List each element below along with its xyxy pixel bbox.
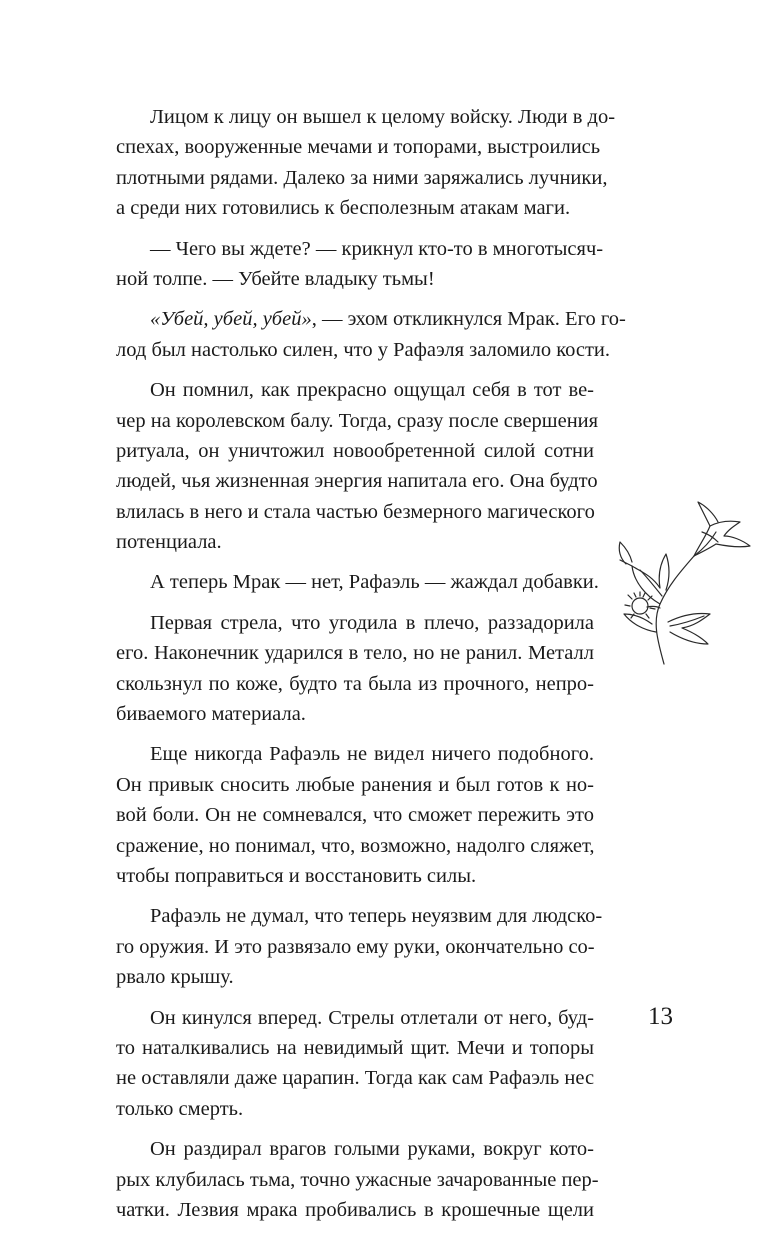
text-line [116,304,626,334]
text-line: плотными рядами. Далеко за ними заряжались лучники, [116,166,608,189]
paragraph [116,304,626,365]
text-line: Рафаэль не думал, что теперь неуязвим для людско- [150,905,603,928]
text-line: рвало крышу. [116,966,234,989]
text-fragment: , — эхом откликнулся Мрак. Его го- [311,308,626,331]
paragraph [116,1003,594,1125]
text-line: Он раздирал врагов голыми руками, вокруг кото- [150,1138,594,1161]
text-line: чер на королевском балу. Тогда, сразу после свершения [116,409,599,432]
italic-quote: «Убей, убей, убей» [150,308,312,331]
paragraph [116,901,603,992]
text-line: не оставляли даже царапин. Тогда как сам Рафаэль нес [116,1067,595,1090]
text-line: биваемого материала. [116,703,306,726]
paragraph [116,102,616,224]
text-line: потенциала. [116,531,222,554]
text-line: чтобы поправиться и восстановить силы. [116,864,477,887]
text-line: его. Наконечник ударился в тело, но не ранил. Металл [116,642,594,665]
text-line: влилась в него и стала частью безмерного магического [116,500,595,523]
text-line: Он привык сносить любые ранения и был готов к но- [116,773,594,796]
text-line: Первая стрела, что угодила в плечо, раззадорила [150,611,594,634]
text-line: лод был настолько силен, что у Рафаэля заломило кости. [116,338,611,361]
text-line: А теперь Мрак — нет, Рафаэль — жаждал добавки. [150,571,599,594]
text-line: только смерть. [116,1097,244,1120]
paragraph [116,234,604,295]
text-line: то наталкивались на невидимый щит. Мечи и топоры [116,1036,594,1059]
body-text [116,102,626,1225]
text-line: — Чего вы ждете? — крикнул кто-то в многотысяч- [150,237,604,260]
page-number: 13 [648,1003,673,1030]
text-line: Лицом к лицу он вышел к целому войску. Люди в до- [150,106,616,128]
text-line: Еще никогда Рафаэль не видел ничего подобного. [150,743,594,766]
text-line: чатки. Лезвия мрака пробивались в крошечные щели [116,1198,594,1221]
text-line: Он кинулся вперед. Стрелы отлетали от него, буд- [150,1006,594,1029]
paragraph [116,1134,599,1225]
text-line: ритуала, он уничтожил новообретенной силой сотни [116,439,594,462]
paragraph [116,608,594,730]
text-line: рых клубилась тьма, точно ужасные зачарованные пер- [116,1168,599,1191]
text-line: людей, чья жизненная энергия напитала его. Она будто [116,470,598,493]
paragraph [116,739,594,891]
text-line: сражение, но понимал, что, возможно, надолго сляжет, [116,834,595,857]
text-line: Он помнил, как прекрасно ощущал себя в тот ве- [150,379,594,402]
text-line: ной толпе. — Убейте владыку тьмы! [116,267,435,290]
paragraph [116,375,599,557]
text-line: спехах, вооруженные мечами и топорами, выстроились [116,136,601,159]
text-line: го оружия. И это развязало ему руки, окончательно со- [116,935,595,958]
text-line: а среди них готовились к бесполезным атакам маги. [116,197,571,220]
text-line: скользнул по коже, будто та была из прочного, непро- [116,672,594,695]
datura-flower-illustration-icon [598,492,768,674]
text-line: вой боли. Он не сомневался, что сможет пережить это [116,804,594,827]
paragraph [116,567,599,597]
